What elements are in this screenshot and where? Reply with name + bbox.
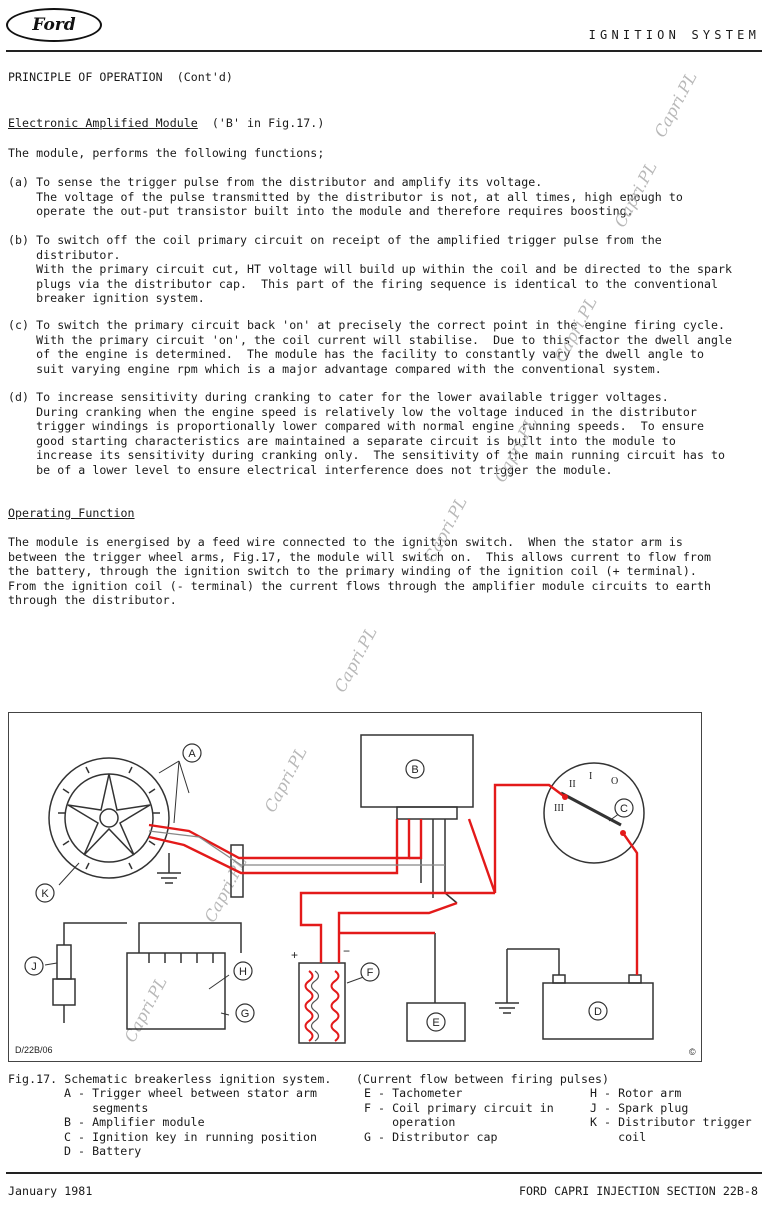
module-heading bbox=[8, 116, 324, 131]
ignition-schematic-svg bbox=[9, 713, 701, 1061]
label-j: J bbox=[31, 961, 37, 973]
watermark: Capri.PL bbox=[120, 973, 171, 1046]
footer-rule bbox=[6, 1172, 762, 1174]
figure-caption-title: Fig.17. Schematic breakerless ignition system. bbox=[8, 1072, 332, 1086]
watermark: Capri.PL bbox=[550, 293, 601, 366]
ignition-schematic-figure bbox=[8, 712, 702, 1062]
module-intro: The module, performs the following functions; bbox=[8, 146, 325, 160]
switch-pos-iii: III bbox=[554, 803, 564, 814]
copyright-mark: © bbox=[689, 1047, 696, 1057]
coil-minus-terminal: − bbox=[343, 944, 351, 958]
module-heading-ref: ('B' in Fig.17.) bbox=[197, 116, 325, 130]
figure-caption-subtitle: (Current flow between firing pulses) bbox=[356, 1072, 610, 1086]
trigger-wheel-hub bbox=[100, 809, 118, 827]
label-b: B bbox=[411, 764, 419, 776]
watermark: Capri.PL bbox=[260, 743, 311, 816]
watermark: Capri.PL bbox=[490, 413, 541, 486]
caption-line: B - Amplifier module bbox=[64, 1115, 205, 1130]
label-c: C bbox=[620, 803, 628, 815]
caption-column-1 bbox=[64, 1086, 317, 1159]
coil-plus-terminal: + bbox=[291, 948, 299, 962]
label-k: K bbox=[41, 888, 49, 900]
label-d: D bbox=[594, 1006, 602, 1018]
label-h: H bbox=[239, 966, 247, 978]
operating-heading: Operating Function bbox=[8, 506, 135, 520]
watermark: Capri.PL bbox=[420, 493, 471, 566]
caption-line: F - Coil primary circuit in bbox=[364, 1100, 554, 1115]
caption-line: E - Tachometer bbox=[364, 1086, 463, 1100]
header-rule bbox=[6, 50, 762, 52]
function-item-b: (b) To switch off the coil primary circuit on receipt of the amplified trigger pulse from the distributor. With the primary circuit cut, HT voltage will build up within the coil and be directed to the spark plugs via the distributor cap. This part of the firing sequence is identical to the conventional breaker ignition system. bbox=[8, 233, 733, 306]
function-item-d: (d) To increase sensitivity during cranking to cater for the lower available trigger voltages. During cranking when the engine speed is relatively low the voltage induced in the distributor trigger windings is proportionally lower compared with normal engine running speeds. To ensure good starting characteristics are maintained a separate circuit is built into the module to increase its sensitivity during cranking only. The sensitivity of the main running circuit has to be of a lower level to ensure electrical interference does not trigger the module. bbox=[8, 390, 726, 477]
logo-text: Ford bbox=[32, 15, 76, 35]
caption-line: G - Distributor cap bbox=[364, 1129, 498, 1144]
section-heading: PRINCIPLE OF OPERATION (Cont'd) bbox=[8, 70, 233, 84]
stator-arm-star bbox=[68, 774, 150, 855]
footer-section: FORD CAPRI INJECTION SECTION 22B-8 bbox=[518, 1184, 758, 1198]
caption-column-3 bbox=[590, 1086, 752, 1144]
label-f: F bbox=[366, 967, 374, 979]
label-a: A bbox=[188, 748, 196, 760]
distributor-cap-box bbox=[127, 953, 225, 1029]
ford-logo bbox=[6, 8, 102, 42]
watermark: Capri.PL bbox=[610, 158, 661, 231]
figure-ref-code: D/22B/06 bbox=[15, 1045, 53, 1055]
caption-line: A - Trigger wheel between stator arm bbox=[64, 1086, 318, 1100]
footer-date: January 1981 bbox=[8, 1184, 93, 1198]
switch-pos-o: O bbox=[611, 776, 619, 787]
label-g: G bbox=[240, 1008, 250, 1020]
page-header-title: IGNITION SYSTEM bbox=[588, 28, 760, 42]
caption-line: segments bbox=[64, 1100, 149, 1115]
function-item-c: (c) To switch the primary circuit back 'on' at precisely the correct point in the engine firing cycle. With the primary circuit 'on', the coil current will stabilise. Due to this factor the dwell angle of the engine is determined. The module has the facility to constantly vary the dwell angle to suit varying engine rpm which is a major advantage compared with the conventional system. bbox=[8, 318, 733, 376]
module-heading-title: Electronic Amplified Module bbox=[8, 116, 198, 130]
caption-line: K - Distributor trigger bbox=[590, 1115, 752, 1130]
function-item-a: (a) To sense the trigger pulse from the distributor and amplify its voltage. The voltage of the pulse transmitted by the distributor is not, at all times, high enough to operate the out-put transistor built into the module and therefore requires boosting. bbox=[8, 175, 683, 219]
trigger-wheel-inner bbox=[65, 774, 153, 862]
label-e: E bbox=[432, 1017, 440, 1029]
caption-line: operation bbox=[364, 1115, 456, 1130]
switch-pos-i: I bbox=[589, 771, 593, 782]
caption-line: H - Rotor arm bbox=[590, 1086, 682, 1100]
caption-line: D - Battery bbox=[64, 1144, 142, 1159]
watermark: Capri.PL bbox=[200, 853, 251, 926]
caption-line: coil bbox=[590, 1129, 647, 1144]
watermark: Capri.PL bbox=[330, 623, 381, 696]
caption-column-2 bbox=[364, 1086, 554, 1144]
caption-line: J - Spark plug bbox=[590, 1100, 689, 1115]
caption-line: C - Ignition key in running position bbox=[64, 1129, 318, 1144]
operating-body: The module is energised by a feed wire connected to the ignition switch. When the stator arm is between the trigger wheel arms, Fig.17, the module will switch on. This allows current to flow from the battery, through the ignition switch to the primary winding of the ignition coil (+ terminal). From the ignition coil (- terminal) the current flows through the amplifier module circuits to earth through the distributor. bbox=[8, 535, 712, 608]
watermark: Capri.PL bbox=[650, 68, 701, 141]
switch-pos-ii: II bbox=[569, 779, 576, 790]
